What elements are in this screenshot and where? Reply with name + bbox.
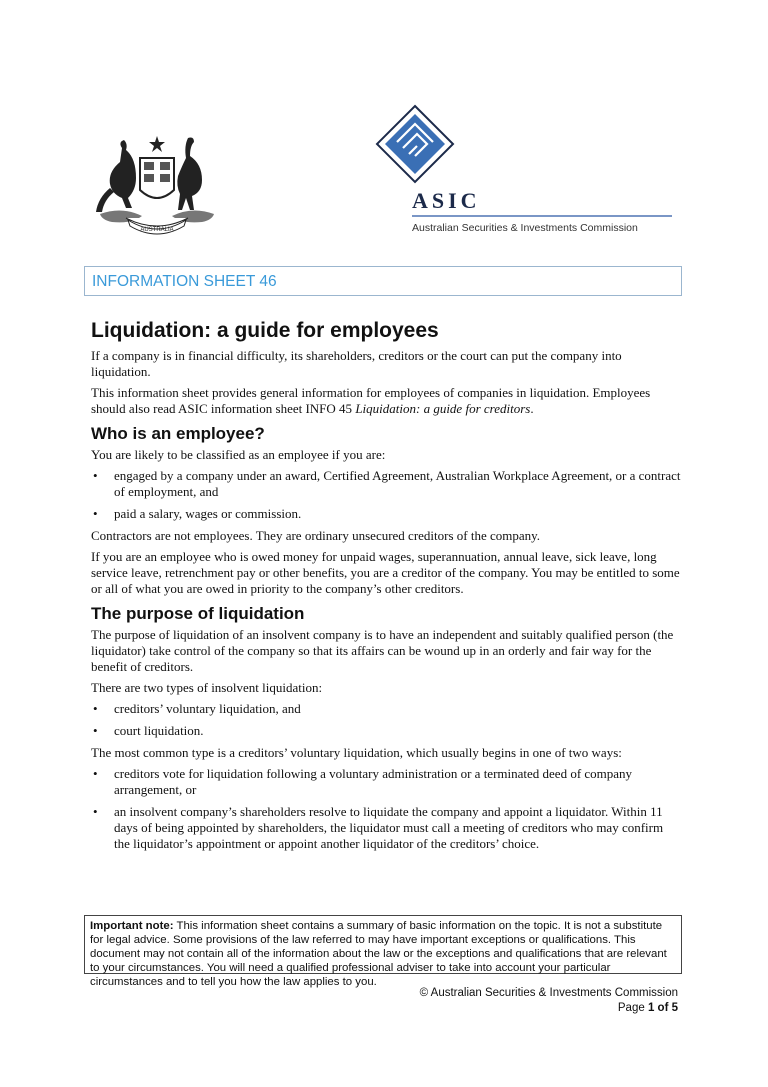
copyright-footer: © Australian Securities & Investments Commission — [419, 987, 678, 999]
asic-logo-icon — [375, 104, 455, 184]
purpose-paragraph: The purpose of liquidation of an insolvent company is to have an independent and suitably qualified person (the liquidator) take control of the company so that its affairs can be wound up in an orderly and fair way for the benefit of creditors. — [91, 627, 674, 674]
page-title: Liquidation: a guide for employees — [91, 319, 439, 342]
main-content — [91, 318, 681, 858]
info-sheet-banner — [84, 266, 682, 296]
list-item: • creditors’ voluntary liquidation, and — [93, 701, 301, 716]
common-type-paragraph: The most common type is a creditors’ voluntary liquidation, which usually begins in one of two ways: — [91, 745, 622, 760]
important-note-text: Important note: This information sheet contains a summary of basic information on the topic. It is not a substitute for legal advice. Some provisions of the law referred to may have important exceptions or qualifications. This document may not contain all of the information about the law or the exceptions and qualifications that are relevant to your circumstances. You will need a qualified professional adviser to take into account your particular circumstances and to tell you how the law applies to you. — [90, 920, 667, 988]
asic-full-name: Australian Securities & Investments Commission — [412, 222, 638, 234]
page-number: Page 1 of 5 — [617, 1002, 678, 1014]
info-sheet-label: INFORMATION SHEET 46 — [92, 273, 277, 290]
list-item: • creditors vote for liquidation following a voluntary administration or a terminated deed of company arrangement, or — [93, 766, 633, 797]
list-item: • an insolvent company’s shareholders resolve to liquidate the company and appoint a liquidator. Within 11 days of being appointed by shareholders, the liquidator must call a meeting of creditors who may confirm the liquidator’s appointment or appoint another liquidator of the creditors’ choice. — [93, 804, 664, 851]
employee-lead: You are likely to be classified as an employee if you are: — [91, 447, 386, 462]
list-item: • engaged by a company under an award, Certified Agreement, Australian Workplace Agreement, or a contract of employment, and — [93, 468, 681, 499]
liquidation-ways-list — [91, 766, 681, 852]
creditor-paragraph: If you are an employee who is owed money for unpaid wages, superannuation, annual leave, sick leave, long service leave, retrenchment pay or other benefits, you are a creditor of the company. You may be entitled to some or all of what you are owed in priority to the company’s other creditors. — [91, 549, 680, 596]
coat-of-arms-icon — [92, 128, 222, 238]
employee-criteria-list — [91, 468, 681, 522]
list-item: • paid a salary, wages or commission. — [93, 506, 302, 521]
heading-who-is-employee: Who is an employee? — [91, 424, 265, 443]
asic-divider — [412, 215, 672, 217]
types-lead: There are two types of insolvent liquidation: — [91, 680, 323, 695]
crest-banner-text: AUSTRALIA — [140, 227, 174, 233]
list-item: • court liquidation. — [93, 723, 204, 738]
heading-purpose-of-liquidation: The purpose of liquidation — [91, 604, 305, 623]
intro-paragraph-1: If a company is in financial difficulty, its shareholders, creditors or the court can put the company into liquidation. — [91, 348, 622, 379]
contractors-paragraph: Contractors are not employees. They are ordinary unsecured creditors of the company. — [91, 528, 541, 543]
info45-reference: Liquidation: a guide for creditors — [355, 401, 531, 416]
important-note-box — [84, 915, 682, 988]
asic-wordmark: ASIC — [412, 188, 481, 213]
liquidation-types-list — [91, 701, 681, 739]
intro-paragraph-2: This information sheet provides general information for employees of companies in liquidation. Employees should also read ASIC information sheet INFO 45 Liquidation: a guide for creditors. — [91, 385, 651, 416]
